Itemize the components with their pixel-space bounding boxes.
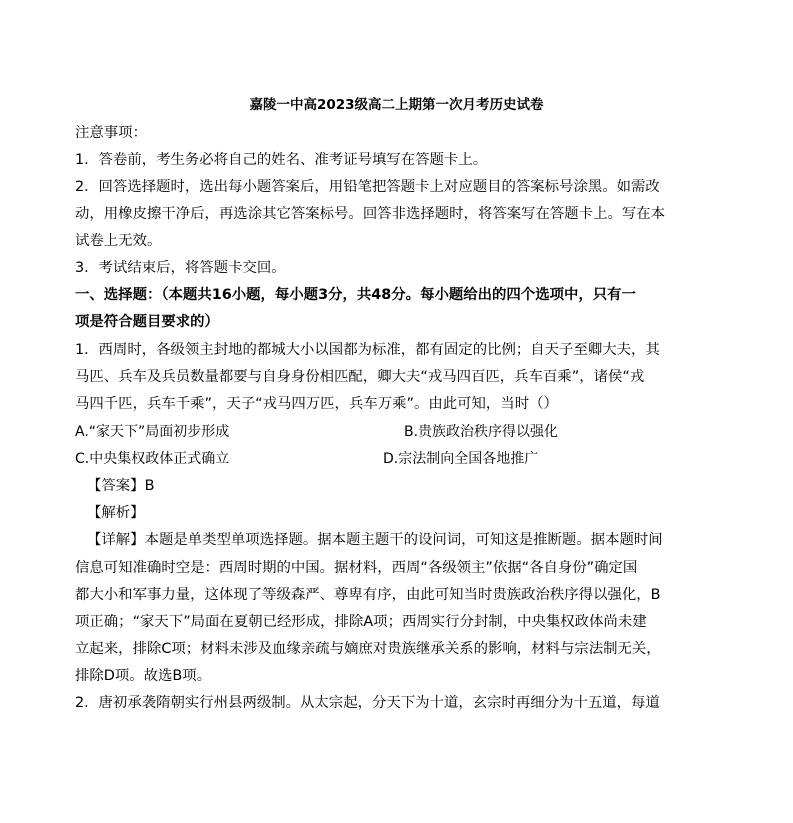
detail-line: 排除D项。故选B项。: [75, 668, 212, 684]
notice-line: 试卷上无效。: [75, 233, 162, 249]
option-d: D.宗法制向全国各地推广: [383, 451, 539, 467]
option-a: A.“家天下”局面初步形成: [75, 424, 230, 440]
notice-heading: 注意事项：: [75, 125, 147, 141]
detail-line: 都大小和军事力量，这体现了等级森严、尊卑有序，由此可知当时贵族政治秩序得以强化，B: [75, 587, 661, 603]
analysis-label: 【解析】: [87, 505, 145, 521]
answer-line: 【答案】B: [87, 478, 155, 494]
notice-line: 1．答卷前，考生务必将自己的姓名、准考证号填写在答题卡上。: [75, 152, 488, 168]
detail-line: 信息可知准确时空是：西周时期的中国。据材料，西周“各级领主”依据“各自身份”确定国: [75, 560, 638, 576]
notice-line: 3．考试结束后，将答题卡交回。: [75, 260, 286, 276]
section-heading: 项是符合题目要求的）: [75, 314, 219, 330]
detail-line: 项正确；“家天下”局面在夏朝已经形成，排除A项；西周实行分封制，中央集权政体尚未建: [75, 614, 647, 630]
detail-line: 立起来，排除C项；材料未涉及血缘亲疏与嫡庶对贵族继承关系的影响，材料与宗法制无关，: [75, 641, 661, 657]
section-heading: 一、选择题：（本题共16小题，每小题3分，共48分。每小题给出的四个选项中，只有一: [75, 287, 636, 303]
notice-line: 动，用橡皮擦干净后，再选涂其它答案标号。回答非选择题时，将答案写在答题卡上。写在本: [75, 206, 666, 222]
question-1-stem: 马匹、兵车及兵员数量都要与自身身份相匹配，卿大夫“戎马四百匹，兵车百乘”，诸侯“戎: [75, 369, 645, 385]
question-1-stem: 1．西周时，各级领主封地的都城大小以国都为标准，都有固定的比例；自天子至卿大夫，其: [75, 342, 660, 358]
option-c: C.中央集权政体正式确立: [75, 451, 230, 467]
question-2-stem: 2．唐初承袭隋朝实行州县两级制。从太宗起，分天下为十道，玄宗时再细分为十五道，每道: [75, 695, 660, 711]
question-1-stem: 马四千匹，兵车千乘”，天子“戎马四万匹，兵车万乘”。由此可知，当时（）: [75, 396, 558, 412]
notice-line: 2．回答选择题时，选出每小题答案后，用铅笔把答题卡上对应题目的答案标号涂黑。如需改: [75, 179, 660, 195]
option-b: B.贵族政治秩序得以强化: [404, 424, 559, 440]
exam-title: 嘉陵一中高2023级高二上期第一次月考历史试卷: [249, 97, 544, 113]
detail-line: 【详解】本题是单类型单项选择题。据本题主题干的设问词，可知这是推断题。据本题时间: [87, 532, 663, 548]
